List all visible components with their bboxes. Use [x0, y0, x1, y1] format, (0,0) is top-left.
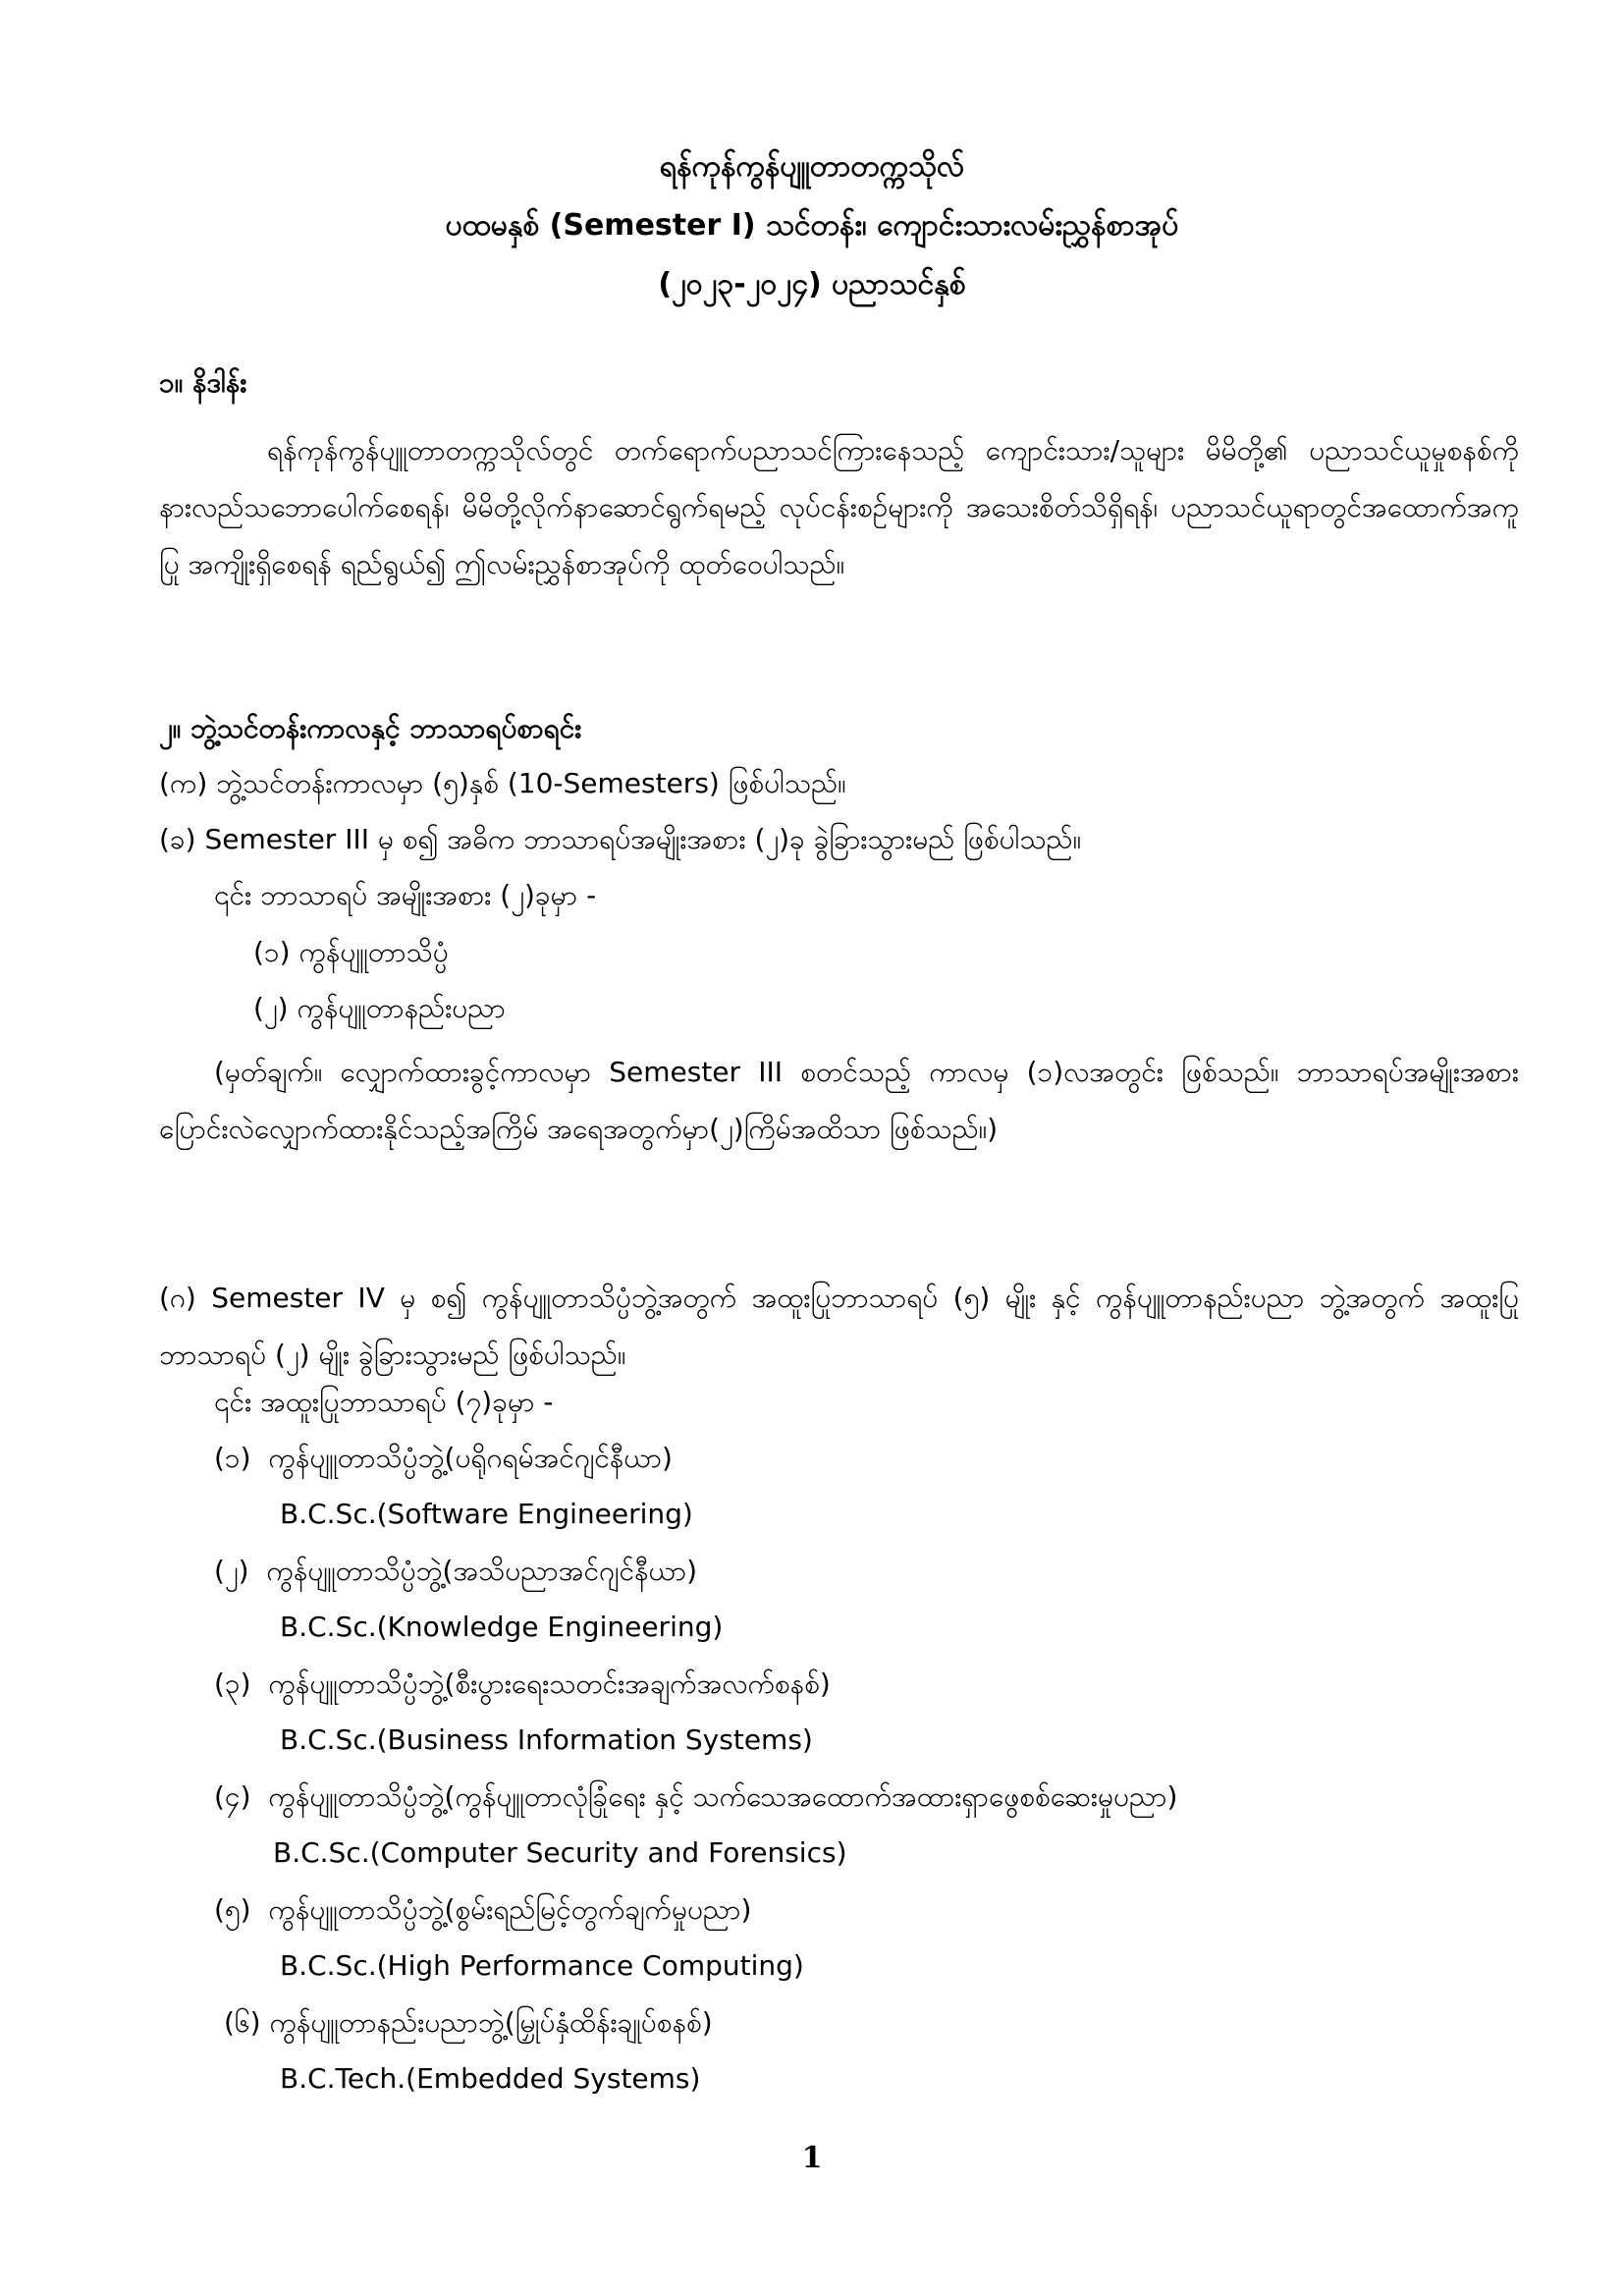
spec-mm: ကွန်ပျူတာသိပ္ပံဘွဲ့(ပရိုဂရမ်အင်ဂျင်နီယာ) [268, 1442, 673, 1474]
spec-mm: ကွန်ပျူတာနည်းပညာဘွဲ့(မြှုပ်နှံထိန်းချုပ်စနစ်) [269, 2006, 713, 2039]
section2-item-ga: (ဂ) Semester IV မှ စ၍ ကွန်ပျူတာသိပ္ပံဘွဲ့အတွက် အထူးပြုဘာသာရပ် (၅) မျိုး နှင့် ကွန်ပျူတာနည်းပညာ ဘွဲ့အတွက် အထူးပြုဘာသာရပ် (၂) မျိုး ခွဲခြားသွားမည် ဖြစ်ပါသည်။ [159, 1282, 1519, 1371]
specialization-4 [214, 1777, 1177, 1817]
title-academic-year: (၂၀၂၃-၂၀၂၄) ပညာသင်နှစ် [658, 267, 966, 301]
spec-number: (၂) [214, 1555, 249, 1587]
specialization-3 [214, 1665, 831, 1704]
section1-paragraph [159, 422, 1519, 593]
specialization-6 [224, 2003, 713, 2043]
specialization-6-en: B.C.Tech.(Embedded Systems) [280, 2062, 701, 2095]
section2-item-ka: (က) ဘွဲ့သင်တန်းကာလမှာ (၅)နှစ် (10-Semesters) ဖြစ်ပါသည်။ [159, 767, 846, 799]
kha-intro: ၎င်း ဘာသာရပ် အမျိုးအစား (၂)ခုမှာ - [214, 879, 597, 911]
spec-mm: ကွန်ပျူတာသိပ္ပံဘွဲ့(စီးပွားရေးသတင်းအချက်အလက်စနစ်) [268, 1667, 831, 1700]
specialization-5 [214, 1890, 751, 1930]
title-university: ရန်ကုန်ကွန်ပျူတာတက္ကသိုလ် [659, 149, 965, 184]
kha-list-item-1: (၁) ကွန်ပျူတာသိပ္ပံ [253, 936, 449, 968]
spec-number: (၆) [224, 2006, 261, 2039]
ga-intro: ၎င်း အထူးပြုဘာသာရပ် (၇)ခုမှာ - [214, 1386, 554, 1418]
section1-heading: ၁။ နိဒါန်း [159, 366, 247, 399]
specialization-3-en: B.C.Sc.(Business Information Systems) [280, 1723, 813, 1756]
spec-mm: ကွန်ပျူတာသိပ္ပံဘွဲ့(အသိပညာအင်ဂျင်နီယာ) [266, 1555, 698, 1587]
spec-number: (၄) [214, 1780, 251, 1813]
spec-mm: ကွန်ပျူတာသိပ္ပံဘွဲ့(ကွန်ပျူတာလုံခြုံရေး နှင့် သက်သေအထောက်အထားရှာဖွေစစ်ဆေးမှုပညာ) [268, 1780, 1178, 1813]
spec-number: (၅) [214, 1893, 251, 1926]
spec-number: (၃) [214, 1667, 251, 1700]
specialization-4-en: B.C.Sc.(Computer Security and Forensics) [273, 1836, 847, 1869]
spec-number: (၁) [214, 1442, 251, 1474]
specialization-5-en: B.C.Sc.(High Performance Computing) [280, 1949, 804, 1982]
specialization-2 [214, 1552, 697, 1591]
kha-list-item-2: (၂) ကွန်ပျူတာနည်းပညာ [253, 992, 506, 1024]
section2-note [159, 1044, 1519, 1158]
note-text: (မှတ်ချက်။ လျှောက်ထားခွင့်ကာလမှာ Semester III စတင်သည့် ကာလမှ (၁)လအတွင်း ဖြစ်သည်။ ဘာသာရပ်အမျိုးအစား ပြောင်းလဲလျှောက်ထားနိုင်သည့်အကြိမ် အရေအတွက်မှာ(၂)ကြိမ်အထိသာ ဖြစ်သည်။) [159, 1056, 1519, 1145]
specialization-1-en: B.C.Sc.(Software Engineering) [280, 1498, 693, 1530]
section2-item-kha: (ခ) Semester III မှ စ၍ အဓိက ဘာသာရပ်အမျိုးအစား (၂)ခု ခွဲခြားသွားမည် ဖြစ်ပါသည်။ [159, 823, 1082, 855]
spec-mm: ကွန်ပျူတာသိပ္ပံဘွဲ့(စွမ်းရည်မြင့်တွက်ချက်မှုပညာ) [268, 1893, 752, 1926]
section1-paragraph-text: ရန်ကုန်ကွန်ပျူတာတက္ကသိုလ်တွင် တက်ရောက်ပညာသင်ကြားနေသည့် ကျောင်းသား/သူများ မိမိတို့၏ ပညာသင်ယူမှုစနစ်ကို နားလည်သဘောပေါက်စေရန်၊ မိမိတို့လိုက်နာဆောင်ရွက်ရမည့် လုပ်ငန်းစဉ်များကို အသေးစိတ်သိရှိရန်၊ ပညာသင်ယူရာတွင်အထောက်အကူပြု အကျိုးရှိစေရန် ရည်ရွယ်၍ ဤလမ်းညွှန်စာအုပ်ကို ထုတ်ဝေပါသည်။ [159, 434, 1519, 580]
document-title [0, 137, 1624, 314]
specialization-1 [214, 1439, 673, 1478]
section2-heading: ၂။ ဘွဲ့သင်တန်းကာလနှင့် ဘာသာရပ်စာရင်း [159, 712, 582, 744]
page-number: 1 [801, 2141, 823, 2175]
title-guidebook: ပထမနှစ် (Semester I) သင်တန်း၊ ကျောင်းသားလမ်းညွှန်စာအုပ် [445, 208, 1179, 243]
specialization-2-en: B.C.Sc.(Knowledge Engineering) [280, 1611, 724, 1643]
